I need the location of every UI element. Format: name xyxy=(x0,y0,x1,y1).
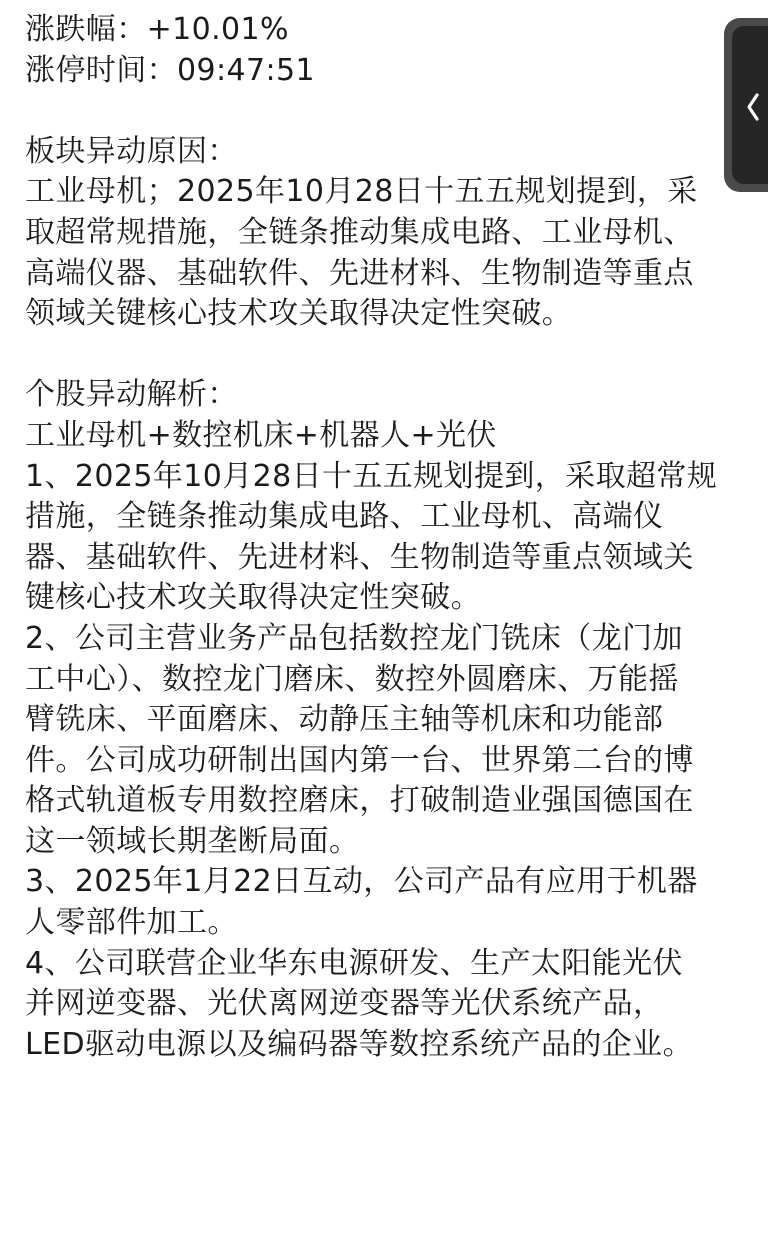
side-panel-toggle[interactable] xyxy=(724,18,768,192)
point-1-line: 1、2025年10月28日十五五规划提到，采取超常规 xyxy=(25,458,718,494)
point-4-line: 4、公司联营企业华东电源研发、生产太阳能光伏 xyxy=(25,945,683,981)
article-body xyxy=(25,10,745,1065)
point-1-line: 键核心技术攻关取得决定性突破。 xyxy=(25,580,481,616)
point-3-line: 3、2025年1月22日互动，公司产品有应用于机器 xyxy=(25,864,698,900)
stock-analysis-heading: 个股异动解析： xyxy=(25,377,238,413)
point-2-line: 2、公司主营业务产品包括数控龙门铣床（龙门加 xyxy=(25,620,683,656)
blank-line xyxy=(25,91,745,132)
point-2-line: 工中心）、数控龙门磨床、数控外圆磨床、万能摇 xyxy=(25,661,679,697)
sector-reason-line: 取超常规措施，全链条推动集成电路、工业母机、 xyxy=(25,214,694,250)
blank-line xyxy=(25,335,745,376)
point-2-line: 臂铣床、平面磨床、动静压主轴等机床和功能部 xyxy=(25,702,664,738)
change-percent-line: 涨跌幅：+10.01% xyxy=(25,12,289,47)
sector-reason-line: 高端仪器、基础软件、先进材料、生物制造等重点 xyxy=(25,255,694,291)
stock-tags-line: 工业母机+数控机床+机器人+光伏 xyxy=(25,417,497,453)
sector-reason-line: 工业母机；2025年10月28日十五五规划提到，采 xyxy=(25,174,698,210)
point-1-line: 器、基础软件、先进材料、生物制造等重点领域关 xyxy=(25,539,694,575)
point-2-line: 格式轨道板专用数控磨床，打破制造业强国德国在 xyxy=(25,783,694,819)
point-4-line: 并网逆变器、光伏离网逆变器等光伏系统产品， xyxy=(25,986,664,1022)
sector-reason-heading: 板块异动原因： xyxy=(25,133,238,169)
limit-up-time-line: 涨停时间：09:47:51 xyxy=(25,52,315,88)
chevron-left-icon xyxy=(746,92,760,122)
point-2-line: 这一领域长期垄断局面。 xyxy=(25,823,360,859)
side-panel-toggle-inner xyxy=(732,26,768,184)
point-2-line: 件。公司成功研制出国内第一台、世界第二台的博 xyxy=(25,742,694,778)
point-3-line: 人零部件加工。 xyxy=(25,905,238,941)
sector-reason-line: 领域关键核心技术攻关取得决定性突破。 xyxy=(25,296,573,332)
point-1-line: 措施，全链条推动集成电路、工业母机、高端仪 xyxy=(25,499,664,535)
point-4-line: LED驱动电源以及编码器等数控系统产品的企业。 xyxy=(25,1026,693,1062)
